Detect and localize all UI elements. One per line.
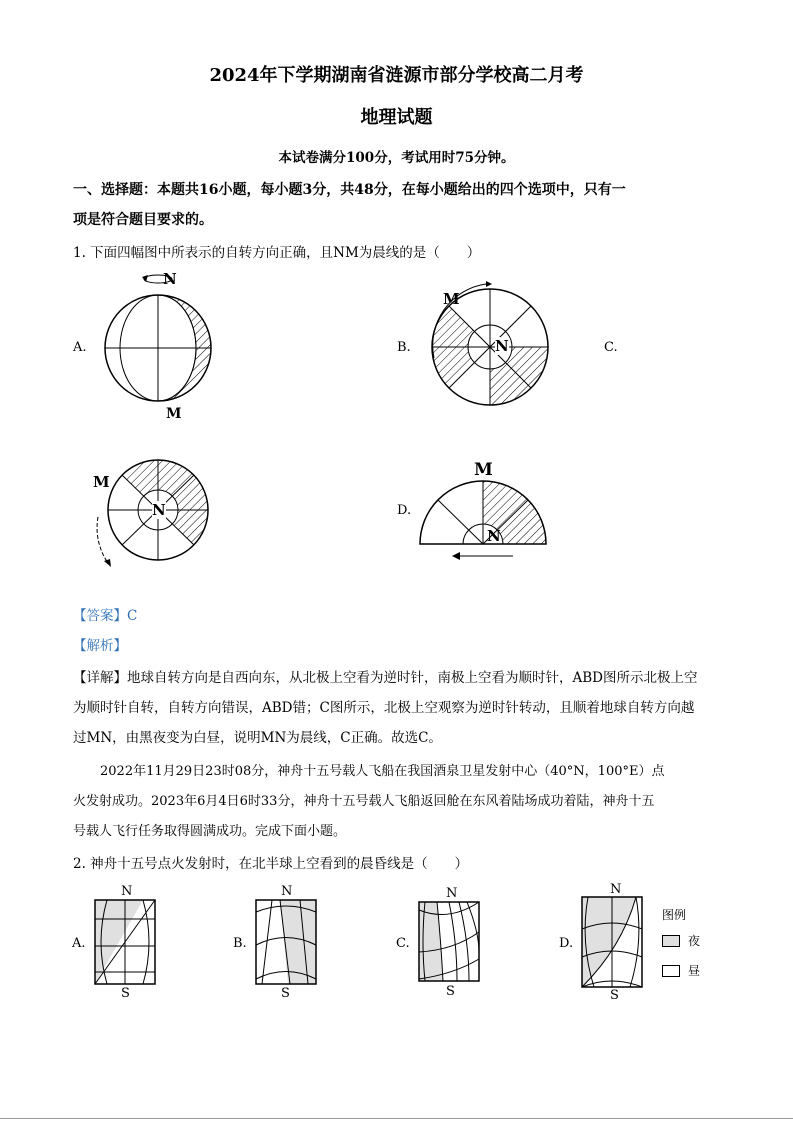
q1-c-m-label: M — [93, 473, 110, 491]
q1-b-n-label: N — [495, 337, 509, 355]
q1-option-c-label: C. — [604, 340, 618, 355]
legend-day-swatch — [662, 965, 680, 977]
q2-diagram-c — [419, 902, 479, 982]
question-1-stem: 1. 下面四幅图中所表示的自转方向正确，且NM为晨线的是（ ） — [73, 245, 481, 261]
q1-d-m-label: M — [474, 460, 493, 480]
q2-c-n: N — [446, 886, 458, 901]
analysis-label: 【解析】 — [73, 638, 127, 654]
q1-option-b-label: B. — [397, 340, 411, 355]
document-title: 2024年下学期湖南省涟源市部分学校高二月考 — [209, 65, 584, 86]
q1-a-n-label: N — [163, 270, 177, 288]
q1-d-n-label: N — [487, 527, 501, 545]
passage-line-1: 2022年11月29日23时08分，神舟十五号载人飞船在我国酒泉卫星发射中心（40°N，100°E）点 — [100, 764, 665, 779]
q2-option-a-label: A. — [72, 936, 86, 951]
q1-option-d-label: D. — [397, 503, 412, 518]
q1-a-m-label: M — [166, 406, 182, 422]
answer-label: 【答案】C — [73, 608, 138, 624]
legend-title: 图例 — [662, 908, 687, 922]
q2-b-n: N — [281, 884, 293, 899]
legend-night-label: 夜 — [688, 934, 701, 948]
q2-option-d-label: D. — [559, 936, 574, 951]
section-heading: 一、选择题：本题共16小题，每小题3分，共48分，在每小题给出的四个选项中，只有一 — [73, 182, 626, 198]
passage-line-3: 号载人飞行任务取得圆满成功。完成下面小题。 — [73, 824, 347, 839]
q2-d-s: S — [610, 988, 619, 1003]
q1-diagram-a — [100, 285, 220, 410]
q1-diagram-d — [418, 480, 553, 565]
detail-line-2: 为顺时针自转，自转方向错误，ABD错；C图所示，北极上空观察为逆时针转动，且顺着地球自转方向越 — [73, 700, 695, 716]
legend-day-label: 昼 — [688, 964, 701, 978]
detail-line-3: 过MN，由黑夜变为白昼，说明MN为晨线，C正确。故选C。 — [73, 730, 442, 746]
q1-b-m-label: M — [443, 290, 460, 308]
question-2-stem: 2. 神舟十五号点火发射时，在北半球上空看到的晨昏线是（ ） — [73, 856, 469, 872]
exam-info: 本试卷满分100分，考试用时75分钟。 — [278, 150, 515, 166]
q2-c-s: S — [446, 984, 455, 999]
q2-a-s: S — [121, 986, 130, 1001]
q2-b-s: S — [281, 986, 290, 1001]
q2-d-n: N — [610, 882, 622, 897]
q2-diagram-a — [95, 900, 155, 985]
q2-a-n: N — [121, 884, 133, 899]
legend-night-swatch — [662, 935, 680, 947]
detail-line-1: 【详解】地球自转方向是自西向东，从北极上空看为逆时针，南极上空看为顺时针，ABD图所示北极上空 — [73, 670, 698, 686]
page-bottom-rule — [0, 1118, 793, 1119]
q1-diagram-b — [430, 288, 555, 413]
document-subtitle: 地理试题 — [360, 107, 433, 128]
section-heading-cont: 项是符合题目要求的。 — [73, 212, 213, 228]
passage-line-2: 火发射成功。2023年6月4日6时33分，神舟十五号载人飞船返回舱在东风着陆场成功着陆，神舟十五 — [73, 794, 655, 809]
q2-option-c-label: C. — [396, 936, 410, 951]
q1-c-n-label: N — [152, 501, 166, 519]
q2-option-b-label: B. — [233, 936, 247, 951]
q1-option-a-label: A. — [73, 340, 87, 355]
q2-diagram-b — [256, 900, 316, 985]
q2-diagram-d — [582, 897, 642, 989]
